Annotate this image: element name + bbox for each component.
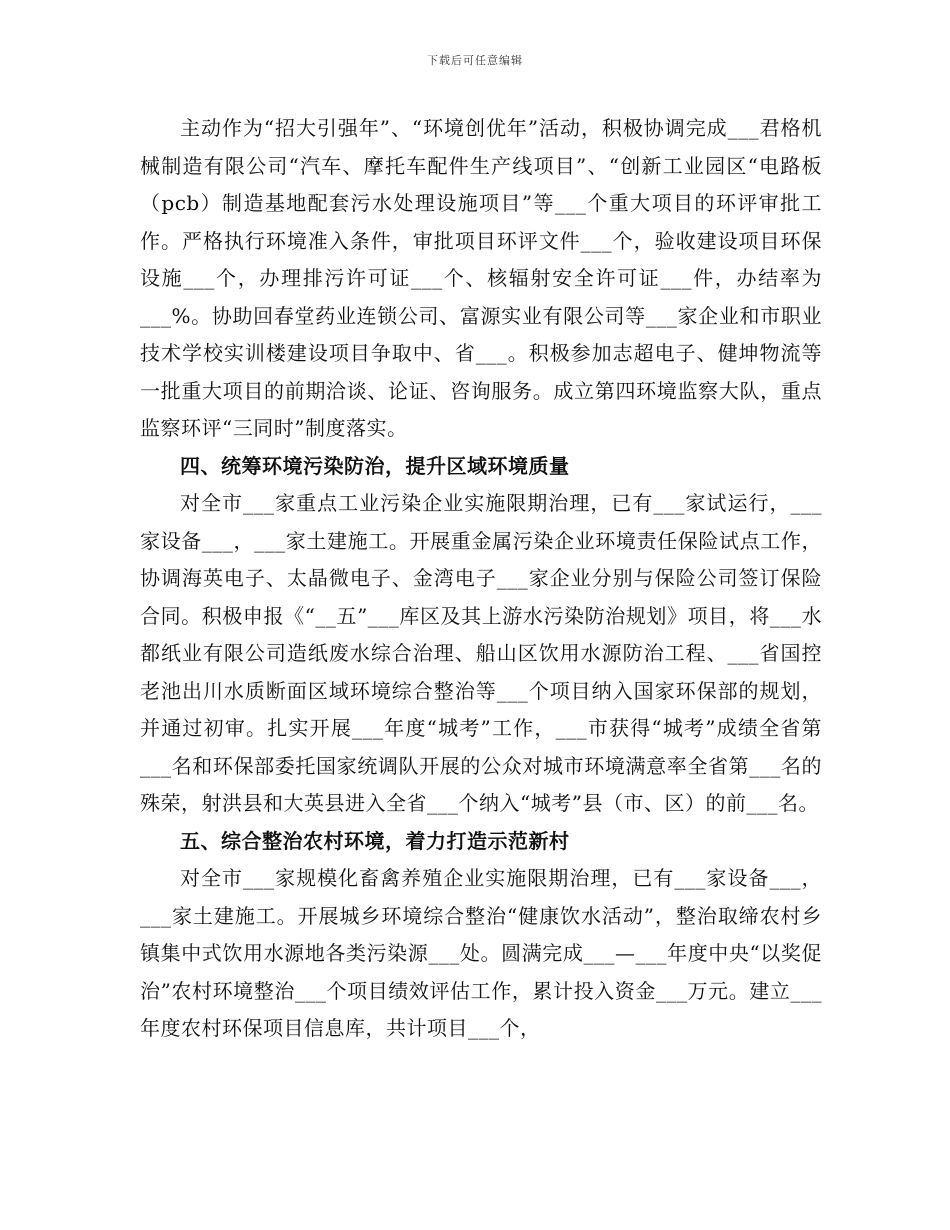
paragraph-project-approvals: 主动作为“招大引强年”、“环境创优年”活动，积极协调完成___君格机械制造有限公司“汽车、摩托车配件生产线项目”、“创新工业园区“电路板（pcb）制造基地配套污水处理设施项目”等___个重大项目的环评审批工作。严格执行环境准入条件，审批项目环评文件___个，验收建设项目环保设施___个，办理排污许可证___个、核辐射安全许可证___件，办结率为___%。协助回春堂药业连锁公司、富源实业有限公司等___家企业和市职业技术学校实训楼建设项目争取中、省___。积极参加志超电子、健坤物流等一批重大项目的前期洽谈、论证、咨询服务。成立第四环境监察大队，重点监察环评“三同时”制度落实。 <box>140 116 822 440</box>
section-heading-rural-environment: 五、综合整治农村环境，着力打造示范新村 <box>180 828 570 853</box>
document-body <box>140 110 822 1048</box>
page-header: 下载后可任意编辑 <box>427 54 523 67</box>
section-heading-pollution-control: 四、统筹环境污染防治，提升区域环境质量 <box>180 453 570 478</box>
paragraph-pollution-control: 对全市___家重点工业污染企业实施限期治理，已有___家试运行，___家设备___，___家土建施工。开展重金属污染企业环境责任保险试点工作，协调海英电子、太晶微电子、金湾电子___家企业分别与保险公司签订保险合同。积极申报《“__五”___库区及其上游水污染防治规划》项目，将___水都纸业有限公司造纸废水综合治理、船山区饮用水源防治工程、___省国控老池出川水质断面区域环境综合整治等___个项目纳入国家环保部的规划，并通过初审。扎实开展___年度“城考”工作，___市获得“城考”成绩全省第___名和环保部委托国家统调队开展的公众对城市环境满意率全省第___名的殊荣，射洪县和大英县进入全省___个纳入“城考”县（市、区）的前___名。 <box>140 491 822 815</box>
paragraph-rural-environment: 对全市___家规模化畜禽养殖企业实施限期治理，已有___家设备___，___家土建施工。开展城乡环境综合整治“健康饮水活动”，整治取缔农村乡镇集中式饮用水源地各类污染源___处。圆满完成___—___年度中央“以奖促治”农村环境整治___个项目绩效评估工作，累计投入资金___万元。建立___年度农村环保项目信息库，共计项目___个， <box>140 866 822 1040</box>
